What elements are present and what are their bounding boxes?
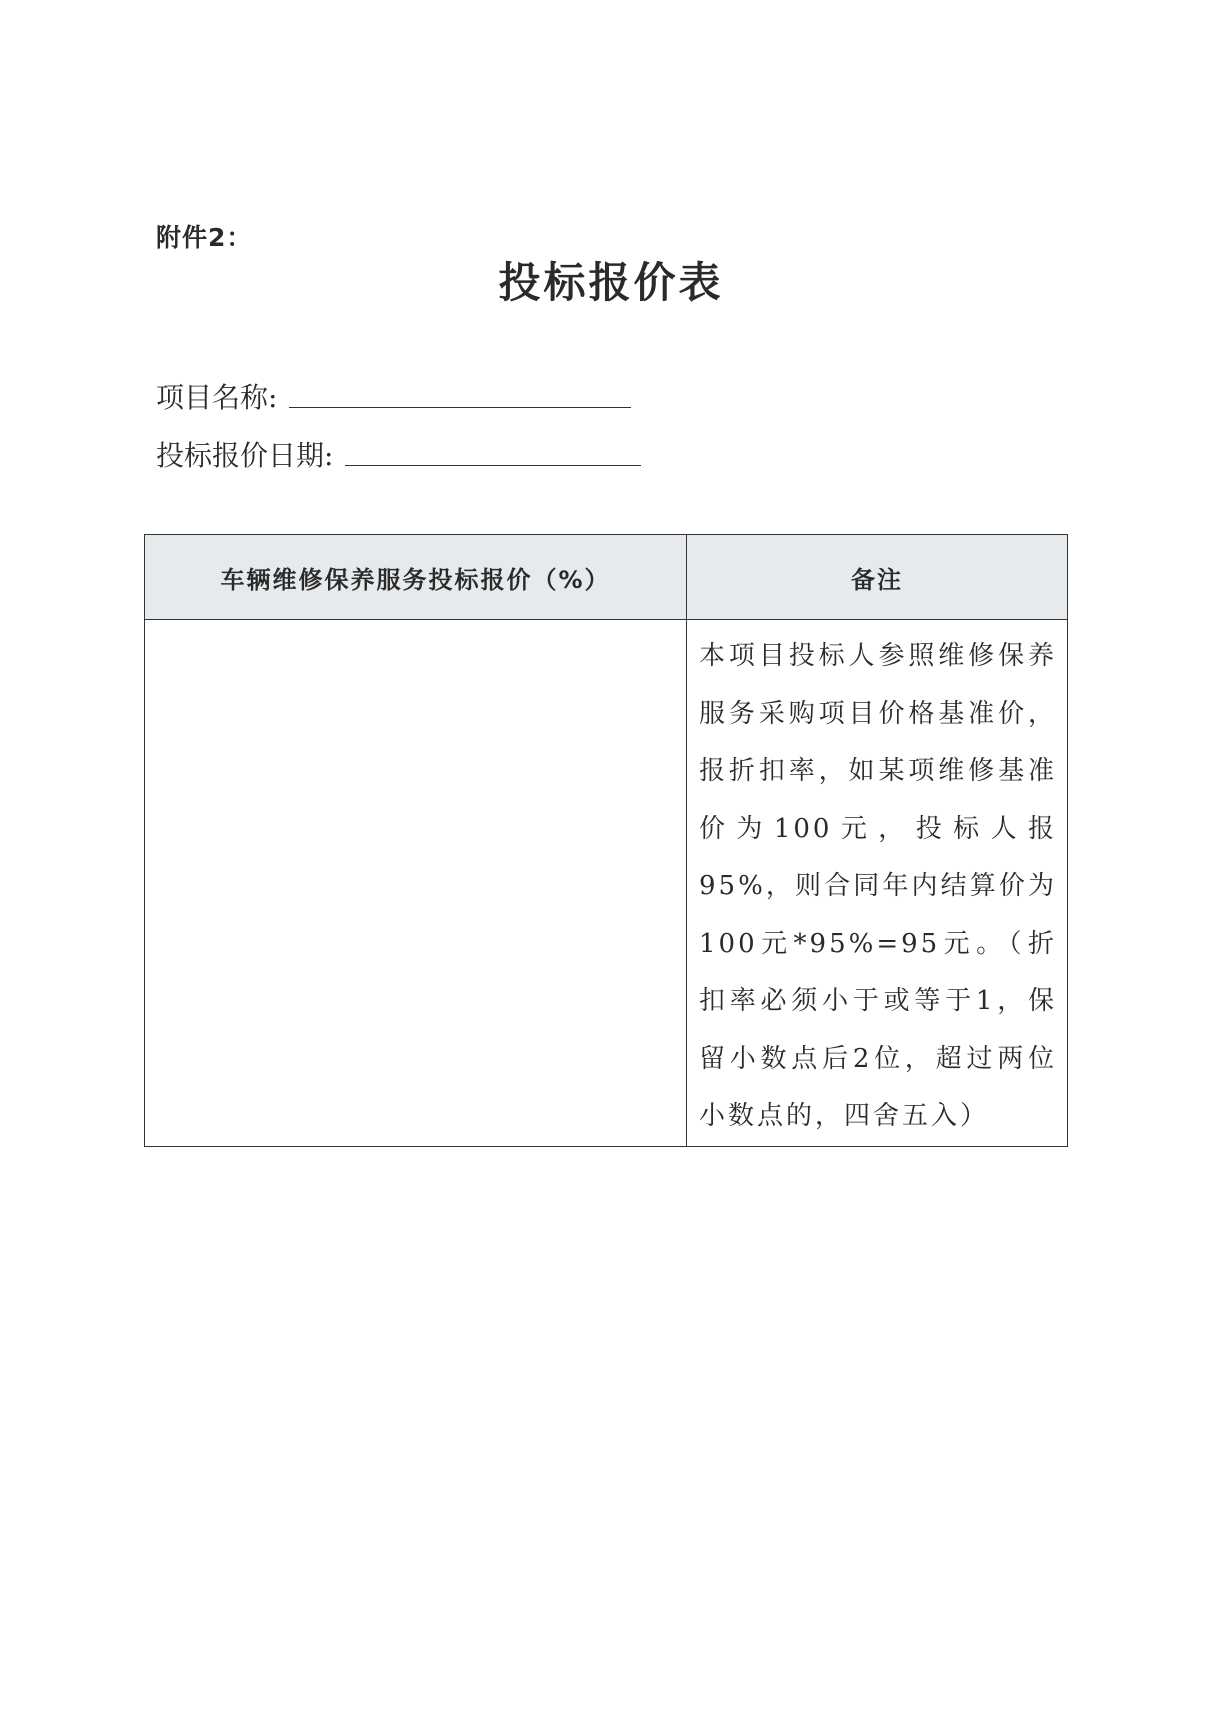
bid-rate-cell (145, 620, 687, 1147)
attachment-label: 附件2： (156, 223, 253, 252)
project-name-field (156, 376, 631, 416)
remarks-header: 备注 (687, 535, 1068, 620)
table-header-row (145, 535, 1068, 620)
remarks-text: 本项目投标人参照维修保养服务采购项目价格基准价，报折扣率，如某项维修基准价为100元，投标人报95%，则合同年内结算价为100元*95%=95元。（折扣率必须小于或等于1，保留小数点后2位，超过两位小数点的，四舍五入） (699, 641, 1057, 1131)
table-row (145, 620, 1068, 1147)
bid-rate-header: 车辆维修保养服务投标报价（%） (145, 535, 687, 620)
bid-date-field (156, 434, 641, 474)
bid-date-label: 投标报价日期: (156, 439, 334, 472)
project-name-label: 项目名称: (156, 381, 278, 414)
bid-quote-table (144, 534, 1068, 1147)
page-title: 投标报价表 (498, 258, 724, 307)
bid-date-blank-line (345, 464, 641, 466)
remarks-cell (687, 620, 1068, 1147)
project-name-blank-line (289, 406, 631, 408)
